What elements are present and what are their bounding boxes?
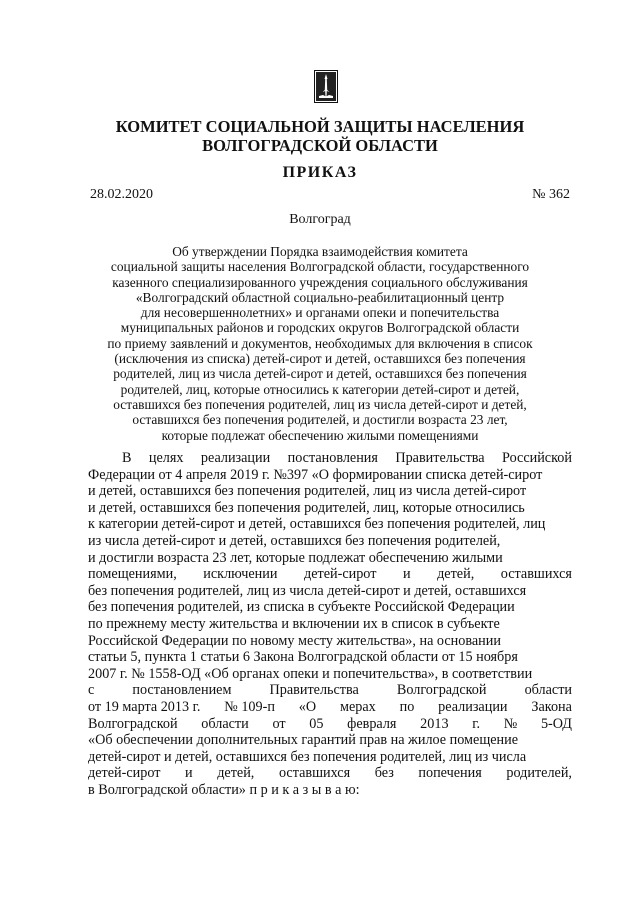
body-text: февраля [347,715,397,732]
body-text: Волгоградской [396,682,487,699]
body-line [88,699,572,716]
body-text: постановления [287,450,378,466]
body-text: мерах [340,698,376,715]
body-text: В [122,450,132,466]
body-line [88,682,572,699]
body-line [88,633,572,650]
body-line [88,649,572,666]
body-line [88,732,572,749]
body-text: детей-сирот [303,566,377,583]
order-number: № 362 [532,187,570,202]
body-text: детей-сирот и детей, оставшихся без попечения родителей, лиц из числа [88,748,527,765]
body-line [88,583,572,600]
subject-line: социальной защиты населения Волгоградской области, государственного [110,259,530,275]
subject-line: по приему заявлений и документов, необходимых для включения в список [107,335,533,351]
subject-line: оставшихся без попечения родителей, лиц из числа детей-сирот и детей, [113,396,527,412]
subject-line: для несовершеннолетних» и органами опеки и попечительства [140,305,500,321]
body-line [88,500,572,517]
body-line [88,450,572,467]
body-text: без попечения родителей, лиц из числа детей-сирот и детей, оставшихся [88,582,527,599]
body-text: от 19 марта 2013 г. [88,698,201,715]
body-text: Российской [502,450,572,466]
order-city: Волгоград [289,212,351,227]
body-text: без попечения родителей, из списка в субъекте Российской Федерации [88,599,515,616]
body-text: области [201,715,249,732]
subject-line: родителей, лиц из числа детей-сирот и детей, оставшихся без попечения [113,366,527,382]
body-line [88,782,572,799]
body-text: реализации [200,450,271,466]
organization-name-line: ВОЛГОГРАДСКОЙ ОБЛАСТИ [202,136,438,155]
body-text: постановлением [132,682,232,699]
body-text: детей, [217,765,255,782]
subject-line: оставшихся без попечения родителей, и достигли возраста 23 лет, [132,412,508,428]
body-text: и достигли возраста 23 лет, которые подлежат обеспечению жилыми [88,549,503,566]
order-subject [70,244,570,443]
body-text: без [374,765,394,782]
body-line [88,467,572,484]
body-text: целях [148,450,184,466]
body-text: № 109-п [224,698,275,715]
body-text: с [88,682,95,699]
body-text: по [399,698,415,715]
body-text: к категории детей-сирот и детей, оставшихся без попечения родителей, лиц [88,516,546,533]
body-text: и детей, оставшихся без попечения родителей, лиц из числа детей-сирот [88,483,527,500]
body-text: 5-ОД [540,715,572,732]
body-text: 05 [309,715,324,732]
body-text: Закона [531,698,572,715]
body-line [88,599,572,616]
subject-line: которые подлежат обеспечению жилыми помещениями [161,427,479,443]
subject-line: Об утверждении Порядка взаимодействия комитета [172,244,468,259]
body-text: родителей, [506,765,572,782]
body-text: «О [298,698,317,715]
body-line [88,566,572,583]
body-text: детей, [437,566,475,583]
body-text: из числа детей-сирот и детей, оставшихся без попечения родителей, [88,532,501,549]
volgograd-emblem-icon [314,70,338,103]
body-text: Российской Федерации по новому месту жительства», на основании [88,632,501,649]
body-line [88,749,572,766]
body-text: попечения [418,765,482,782]
organization-name [0,117,640,155]
body-line [88,616,572,633]
body-text: № [503,715,518,732]
body-text: исключении [203,566,278,583]
body-text: оставшихся [500,566,572,583]
body-text: от [272,715,286,732]
body-text: детей-сирот [88,765,161,782]
body-line [88,516,572,533]
body-line [88,765,572,782]
body-text: г. [472,715,480,732]
order-date: 28.02.2020 [90,187,153,202]
body-text: Федерации от 4 апреля 2019 г. №397 «О формировании списка детей-сирот [88,466,543,483]
body-text: области [524,682,572,699]
order-title: ПРИКАЗ [282,164,358,181]
body-text: 2013 [420,715,449,732]
subject-line: (исключения из списка) детей-сирот и детей, оставшихся без попечения [114,351,526,367]
body-line [88,550,572,567]
body-text: и [185,765,193,782]
body-text: Правительства [269,682,359,699]
subject-line: родителей, лиц, которые относились к категории детей-сирот и детей, [120,381,520,397]
subject-line: муниципальных районов и городских округов Волгоградской области [120,320,520,336]
body-text: и детей, оставшихся без попечения родителей, лиц, которые относились [88,499,525,516]
body-text: реализации [438,698,508,715]
body-line [88,483,572,500]
organization-name-line: КОМИТЕТ СОЦИАЛЬНОЙ ЗАЩИТЫ НАСЕЛЕНИЯ [115,117,525,136]
body-text: оставшихся [278,765,351,782]
body-line [88,666,572,683]
body-text: по прежнему месту жительства и включении их в список в субъекте [88,615,500,632]
body-line [88,533,572,550]
order-body [88,450,572,798]
body-text: помещениями, [88,566,177,583]
body-text: Волгоградской [88,715,178,732]
body-text: статьи 5, пункта 1 статьи 6 Закона Волгоградской области от 15 ноября [88,649,518,666]
body-text: и [402,566,411,583]
body-line [88,716,572,733]
body-text: «Об обеспечении дополнительных гарантий прав на жилое помещение [88,732,519,749]
body-text: в Волгоградской области» п р и к а з ы в а ю: [88,781,360,798]
body-text: Правительства [395,450,485,466]
subject-line: казенного специализированного учреждения социального обслуживания [112,274,528,290]
body-text: 2007 г. № 1558-ОД «Об органах опеки и попечительства», в соответствии [88,665,533,682]
subject-line: «Волгоградский областной социально-реабилитационный центр [135,289,505,305]
